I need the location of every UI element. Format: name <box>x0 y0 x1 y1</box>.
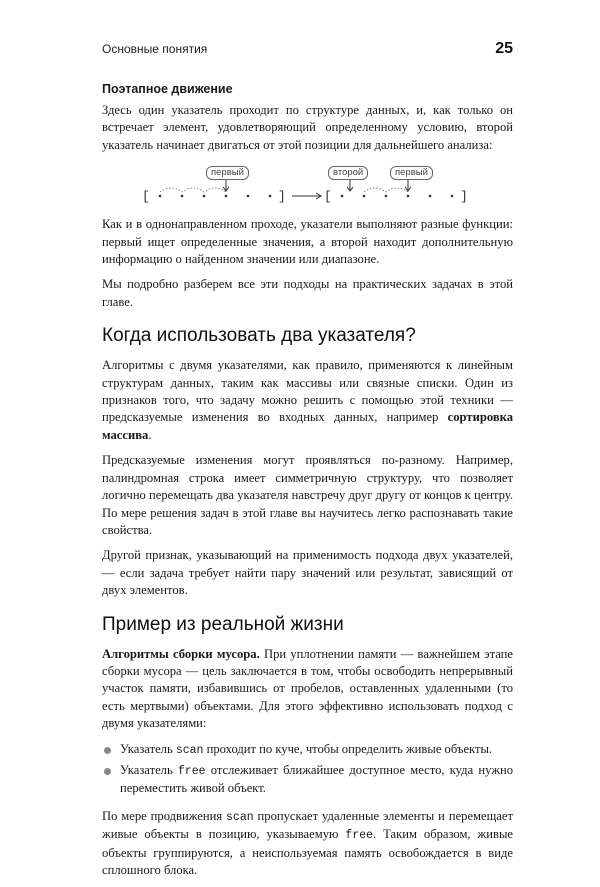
bracket-open: [ <box>142 189 150 205</box>
page-body <box>102 82 513 887</box>
list-item: Указатель free отслеживает ближайшее доступное место, куда нужно переместить живой объект. <box>102 762 513 798</box>
code-term: free <box>177 764 206 778</box>
code-term: scan <box>226 810 254 824</box>
pointer-diagram-graphic <box>102 162 513 208</box>
bold-lead: Алгоритмы сборки мусора. <box>102 646 260 661</box>
svg-text:[: [ <box>324 189 332 205</box>
running-title: Основные понятия <box>102 42 208 56</box>
section-heading: Когда использовать два указателя? <box>102 325 416 347</box>
paragraph: Алгоритмы сборки мусора. При уплотнении памяти — важнейшем этапе сборки мусора — цель заключается в том, чтобы освободить непрерывный участок памяти, избавившись от пробелов, оставленных удаленными (то есть мертвыми) объектами. Для этого эффективно использовать подход с двумя указателями: <box>102 646 513 731</box>
page-header <box>102 40 513 62</box>
bold-term: сортировка массива <box>102 410 513 442</box>
scan-arc-left <box>160 188 226 192</box>
paragraph: Другой признак, указывающий на применимость подхода двух указателей, — если задача требует найти пару значений или результат, зависящий от двух элементов. <box>102 548 513 598</box>
paragraph: Мы подробно разберем все эти подходы на практических задачах в этой главе. <box>102 277 513 309</box>
subsection-heading: Поэтапное движение <box>102 82 233 96</box>
scan-arc-right <box>364 188 408 192</box>
pointer-diagram <box>102 162 513 208</box>
list-item: Указатель scan проходит по куче, чтобы определить живые объекты. <box>102 741 513 759</box>
label-first-pointer-right: первый <box>390 166 433 180</box>
bracket-close: ] <box>278 189 286 205</box>
paragraph: Предсказуемые изменения могут проявляться по-разному. Например, палиндромная строка имеет симметричную структуру, что позволяет логично перемещать два указателя навстречу друг другу от концов к центру. По мере решения задач в этой главе вы научитесь легко распознавать такие свойства. <box>102 453 513 537</box>
paragraph: Алгоритмы с двумя указателями, как правило, применяются к линейным структурам данных, таким как массивы или связные списки. Один из признаков того, что задачу можно решить с помощью этой техники — предсказуемые изменения во входных данных, например сортировка массива. <box>102 358 513 442</box>
svg-text:]: ] <box>460 189 468 205</box>
label-first-pointer-left: первый <box>206 166 249 180</box>
bullet-list <box>102 741 513 798</box>
section-heading: Пример из реальной жизни <box>102 613 344 635</box>
label-second-pointer: второй <box>328 166 368 180</box>
page-number: 25 <box>495 40 513 57</box>
code-term: free <box>345 829 373 843</box>
paragraph: По мере продвижения scan пропускает удаленные элементы и перемещает живые объекты в позицию, указываемую free. Таким образом, живые объекты группируются, а неиспользуемая память освобождается в виде сплошного блока. <box>102 808 513 877</box>
paragraph: Как и в однонаправленном проходе, указатели выполняют разные функции: первый ищет определенные значения, а второй находит дополнительную информацию о найденном значении или диапазоне. <box>102 217 513 267</box>
array-dots-left <box>159 195 272 198</box>
array-dots-right <box>341 195 454 198</box>
paragraph: Здесь один указатель проходит по структуре данных, и, как только он встречает элемент, удовлетворяющий определенному условию, второй указатель начинает двигаться от этой позиции для дальнейшего анализа: <box>102 103 513 152</box>
code-term: scan <box>175 743 204 757</box>
